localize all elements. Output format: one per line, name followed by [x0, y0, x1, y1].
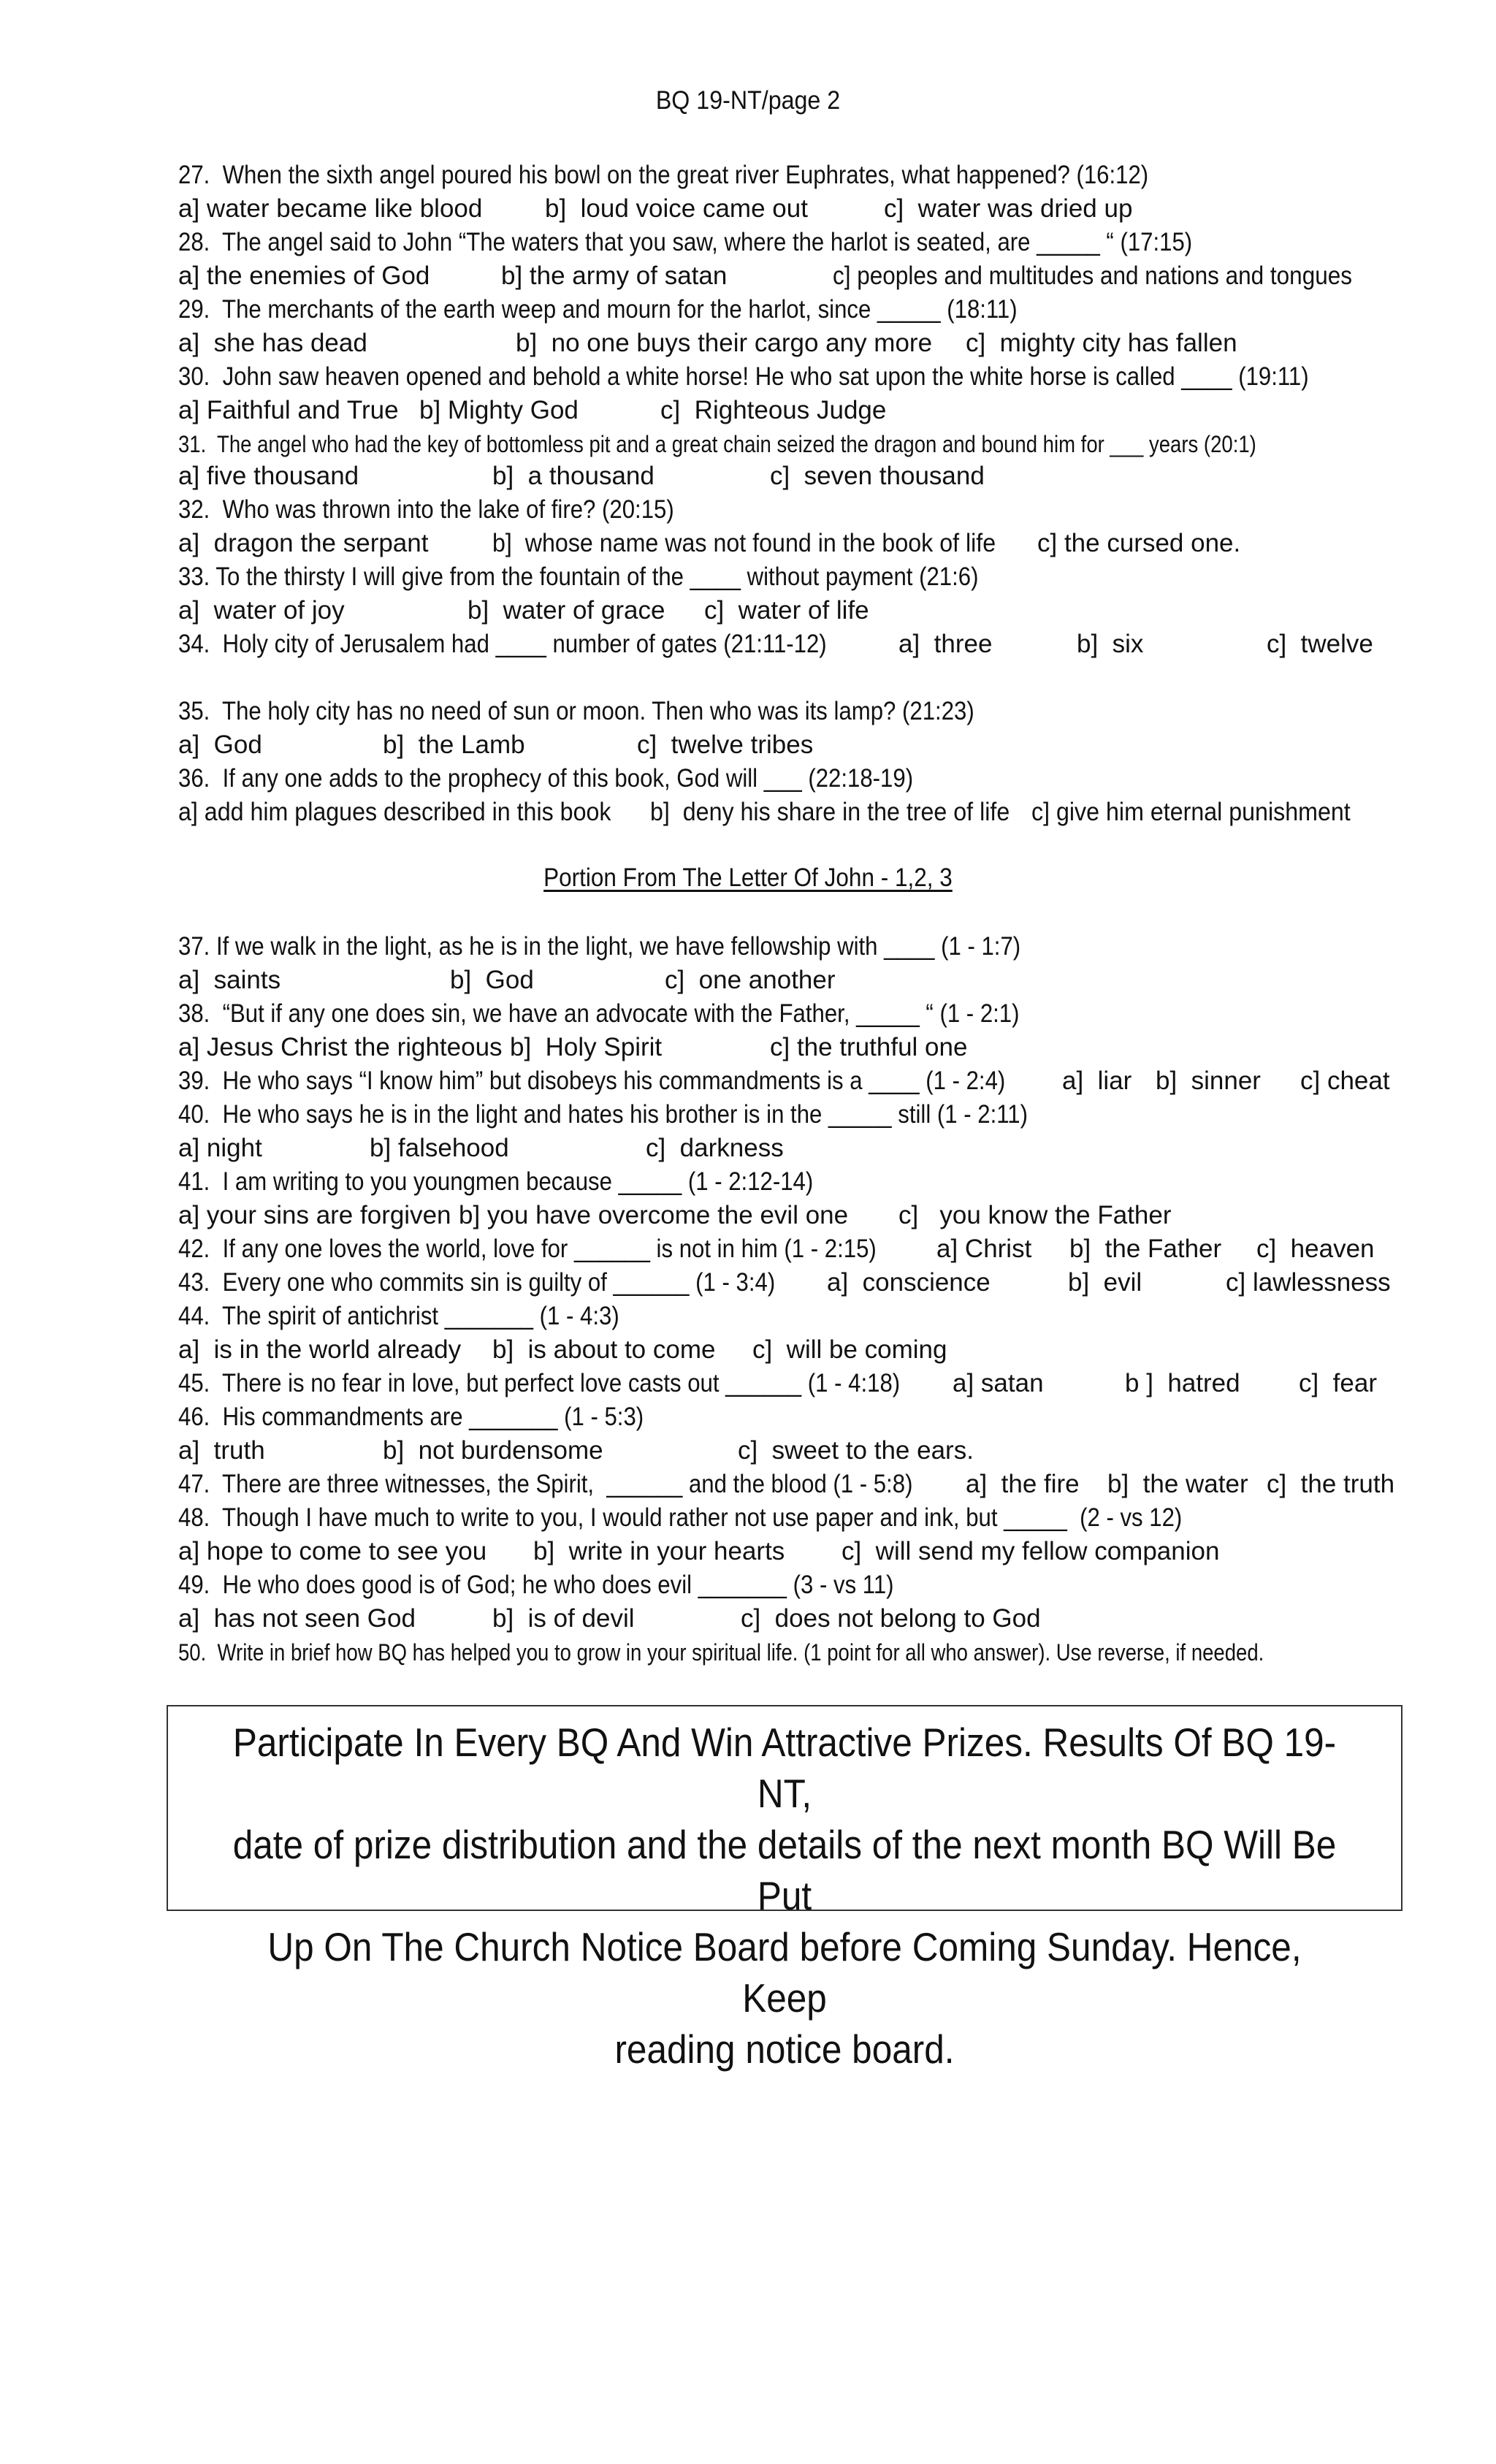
question-37: 37. If we walk in the light, as he is in the light, we have fellowship with ____ (1 - 1:7) — [178, 932, 1021, 961]
option-b: b] evil — [1068, 1268, 1142, 1297]
option-b: b] loud voice came out — [545, 194, 808, 223]
option-c: c] will be coming — [752, 1335, 947, 1364]
option-b: b] deny his share in the tree of life — [650, 798, 1010, 826]
option-a: a] the enemies of God — [178, 262, 430, 290]
option-a: a] five thousand — [178, 462, 359, 490]
option-a: a] saints — [178, 966, 281, 994]
option-b: b] Holy Spirit — [510, 1033, 663, 1061]
option-c: c] the truthful one — [770, 1033, 968, 1061]
option-b: b] the Father — [1069, 1235, 1222, 1263]
options-40 — [178, 1132, 1493, 1164]
option-c: c] Righteous Judge — [660, 396, 887, 424]
question-28: 28. The angel said to John “The waters that you saw, where the harlot is seated, are _____ “ (17:15) — [178, 228, 1193, 256]
options-31 — [178, 460, 1493, 492]
option-c: c] the cursed one. — [1037, 529, 1241, 557]
option-c: c] you know the Father — [898, 1201, 1172, 1229]
option-a: a] water became like blood — [178, 194, 483, 223]
option-a: a] satan — [953, 1369, 1044, 1397]
option-b: b] is of devil — [492, 1604, 635, 1633]
option-c: c] peoples and multitudes and nations and tongues — [833, 262, 1353, 290]
option-a: a] dragon the serpant — [178, 529, 429, 557]
option-c: c] the truth — [1267, 1470, 1395, 1498]
options-36 — [178, 796, 1493, 828]
question-50: 50. Write in brief how BQ has helped you to grow in your spiritual life. (1 point for all who answer). Use reverse, if needed. — [178, 1639, 1264, 1666]
option-b: b] six — [1077, 630, 1144, 658]
option-a: a] your sins are forgiven — [178, 1201, 451, 1229]
option-c: c] sweet to the ears. — [738, 1436, 974, 1465]
question-42-row — [178, 1233, 1493, 1265]
question-29: 29. The merchants of the earth weep and mourn for the harlot, since _____ (18:11) — [178, 295, 1018, 324]
option-b: b] no one buys their cargo any more — [516, 329, 933, 357]
option-a: a] Christ — [936, 1235, 1032, 1263]
option-b: b] the Lamb — [383, 731, 525, 759]
option-c: c] fear — [1299, 1369, 1377, 1397]
option-c: c] water of life — [704, 596, 869, 625]
option-b: b] the army of satan — [501, 262, 728, 290]
question-27: 27. When the sixth angel poured his bowl on the great river Euphrates, what happened? (16:12) — [178, 161, 1149, 189]
question-35: 35. The holy city has no need of sun or moon. Then who was its lamp? (21:23) — [178, 697, 974, 725]
option-b: b] the water — [1107, 1470, 1248, 1498]
option-b: b] a thousand — [492, 462, 654, 490]
option-c: c] water was dried up — [884, 194, 1133, 223]
option-c: c] lawlessness — [1226, 1268, 1391, 1297]
section-title — [0, 863, 1496, 893]
notice-box — [167, 1705, 1402, 2072]
options-38 — [178, 1031, 1493, 1064]
option-a: a] the fire — [966, 1470, 1080, 1498]
notice-line-3: Up On The Church Notice Board before Coming Sunday. Hence, Keep — [267, 1924, 1302, 2021]
question-43: 43. Every one who commits sin is guilty of ______ (1 - 3:4) — [178, 1268, 776, 1297]
options-41 — [178, 1199, 1493, 1232]
options-28 — [178, 260, 1493, 292]
option-a: a] hope to come to see you — [178, 1537, 487, 1565]
options-49 — [178, 1603, 1493, 1635]
option-b: b] whose name was not found in the book of life — [492, 529, 996, 557]
option-a: a] has not seen God — [178, 1604, 416, 1633]
option-a: a] three — [898, 630, 993, 658]
option-a: a] truth — [178, 1436, 265, 1465]
options-37 — [178, 964, 1493, 996]
question-44: 44. The spirit of antichrist _______ (1 - 4:3) — [178, 1302, 619, 1330]
option-c: c] one another — [665, 966, 836, 994]
question-49: 49. He who does good is of God; he who does evil _______ (3 - vs 11) — [178, 1571, 894, 1599]
option-c: c] cheat — [1300, 1067, 1390, 1095]
option-b: b] write in your hearts — [533, 1537, 785, 1565]
option-a: a] liar — [1062, 1067, 1132, 1095]
section-title-text: Portion From The Letter Of John - 1,2, 3 — [543, 863, 953, 892]
page-header: BQ 19-NT/page 2 — [655, 86, 841, 115]
option-b: b] not burdensome — [383, 1436, 603, 1465]
question-46: 46. His commandments are _______ (1 - 5:3) — [178, 1403, 644, 1431]
option-c: c] seven thousand — [770, 462, 985, 490]
option-b: b] sinner — [1156, 1067, 1261, 1095]
question-36: 36. If any one adds to the prophecy of this book, God will ___ (22:18-19) — [178, 764, 914, 793]
options-32 — [178, 527, 1493, 560]
question-43-row — [178, 1267, 1493, 1299]
option-b: b] God — [450, 966, 534, 994]
option-a: a] is in the world already — [178, 1335, 462, 1364]
options-44 — [178, 1334, 1493, 1366]
options-33 — [178, 595, 1493, 627]
option-c: c] twelve tribes — [637, 731, 814, 759]
option-b: b] falsehood — [370, 1134, 509, 1162]
options-29 — [178, 327, 1493, 359]
question-31: 31. The angel who had the key of bottomless pit and a great chain seized the dragon and bound him for ___ years (20:1) — [178, 431, 1256, 457]
option-a: a] water of joy — [178, 596, 345, 625]
question-34-row — [178, 628, 1493, 660]
question-34: 34. Holy city of Jerusalem had ____ number of gates (21:11-12) — [178, 630, 827, 658]
option-a: a] conscience — [827, 1268, 991, 1297]
notice-line-4: reading notice board. — [614, 2026, 955, 2072]
option-b: b ] hatred — [1125, 1369, 1240, 1397]
question-45: 45. There is no fear in love, but perfect love casts out ______ (1 - 4:18) — [178, 1369, 901, 1397]
option-a: a] add him plagues described in this book — [178, 798, 611, 826]
option-c: c] twelve — [1267, 630, 1373, 658]
option-a: a] she has dead — [178, 329, 367, 357]
option-c: c] heaven — [1256, 1235, 1375, 1263]
option-c: c] does not belong to God — [741, 1604, 1041, 1633]
question-41: 41. I am writing to you youngmen because _____ (1 - 2:12-14) — [178, 1167, 814, 1196]
option-a: a] Jesus Christ the righteous — [178, 1033, 503, 1061]
option-c: c] will send my fellow companion — [842, 1537, 1220, 1565]
notice-line-1: Participate In Every BQ And Win Attractive Prizes. Results Of BQ 19-NT, — [232, 1720, 1337, 1816]
question-47: 47. There are three witnesses, the Spirit, ______ and the blood (1 - 5:8) — [178, 1470, 913, 1498]
notice-text — [229, 1717, 1339, 2075]
notice-line-2: date of prize distribution and the details of the next month BQ Will Be Put — [232, 1822, 1337, 1918]
option-c: c] mighty city has fallen — [966, 329, 1237, 357]
question-47-row — [178, 1468, 1493, 1500]
question-32: 32. Who was thrown into the lake of fire? (20:15) — [178, 495, 674, 524]
question-39: 39. He who says “I know him” but disobeys his commandments is a ____ (1 - 2:4) — [178, 1067, 1006, 1095]
question-38: 38. “But if any one does sin, we have an advocate with the Father, _____ “ (1 - 2:1) — [178, 999, 1020, 1028]
options-30 — [178, 394, 1493, 427]
option-b: b] Mighty God — [419, 396, 579, 424]
question-42: 42. If any one loves the world, love for ______ is not in him (1 - 2:15) — [178, 1235, 877, 1263]
question-40: 40. He who says he is in the light and hates his brother is in the _____ still (1 - 2:11) — [178, 1100, 1028, 1129]
question-48: 48. Though I have much to write to you, I would rather not use paper and ink, but _____ (2 - vs 12) — [178, 1503, 1183, 1532]
option-a: a] Faithful and True — [178, 396, 399, 424]
options-35 — [178, 729, 1493, 761]
option-c: c] darkness — [646, 1134, 784, 1162]
options-48 — [178, 1536, 1493, 1568]
option-b: b] water of grace — [468, 596, 665, 625]
option-a: a] God — [178, 731, 262, 759]
option-a: a] night — [178, 1134, 262, 1162]
option-c: c] give him eternal punishment — [1031, 798, 1351, 826]
question-30: 30. John saw heaven opened and behold a white horse! He who sat upon the white horse is called ____ (19:11) — [178, 362, 1309, 391]
option-b: b] you have overcome the evil one — [459, 1201, 849, 1229]
question-39-row — [178, 1065, 1493, 1097]
options-46 — [178, 1435, 1493, 1467]
question-33: 33. To the thirsty I will give from the fountain of the ____ without payment (21:6) — [178, 562, 979, 591]
question-45-row — [178, 1368, 1493, 1400]
options-27 — [178, 193, 1493, 225]
option-b: b] is about to come — [492, 1335, 716, 1364]
